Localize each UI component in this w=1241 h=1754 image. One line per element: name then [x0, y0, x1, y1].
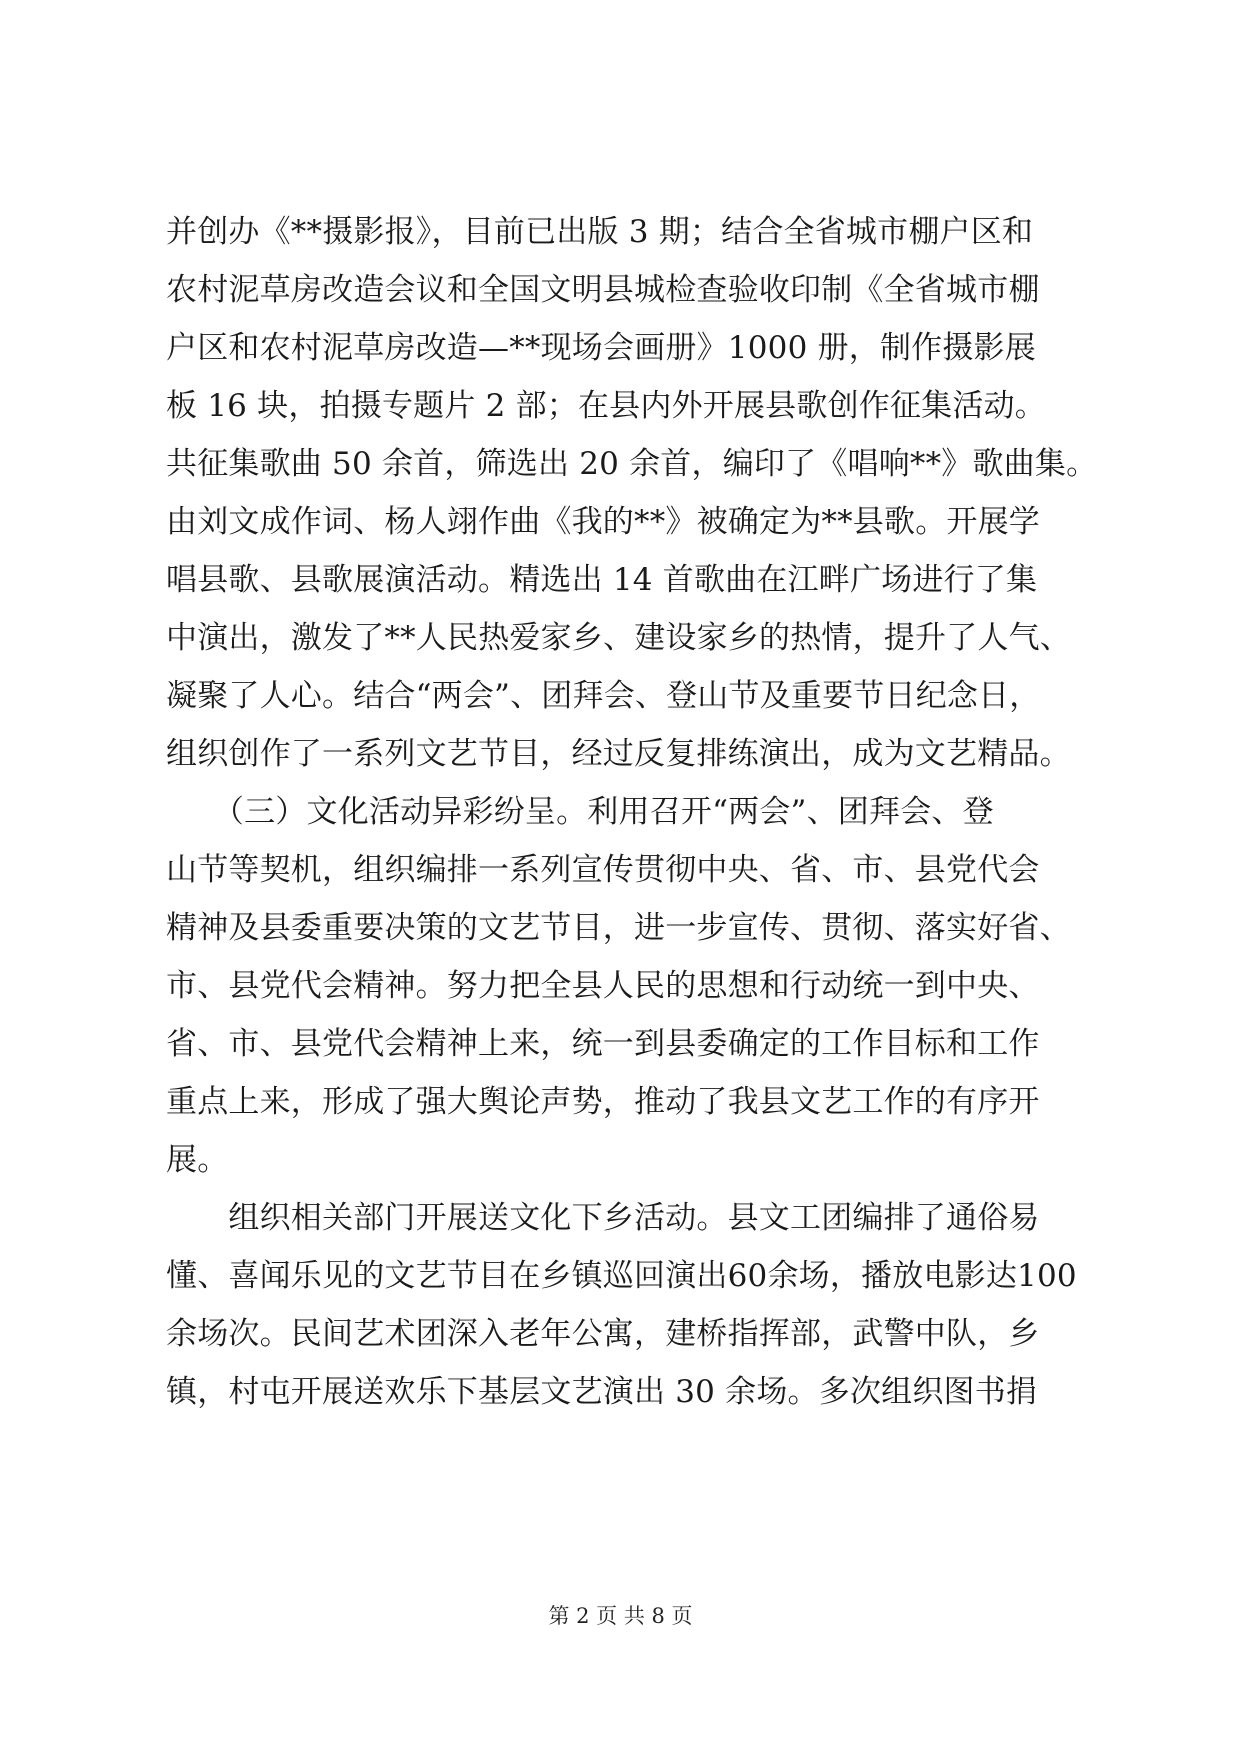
text-line: 板 16 块，拍摄专题片 2 部；在县内外开展县歌创作征集活动。 [166, 388, 1046, 424]
text-line: 并创办《**摄影报》，目前已出版 3 期；结合全省城市棚户区和 [166, 214, 1034, 250]
text-line: 共征集歌曲 50 余首，筛选出 20 余首，编印了《唱响**》歌曲集。 [166, 446, 1098, 482]
text-line: 余场次。民间艺术团深入老年公寓，建桥指挥部，武警中队，乡 [166, 1316, 1040, 1352]
text-line: 镇，村屯开展送欢乐下基层文艺演出 30 余场。多次组织图书捐 [166, 1374, 1038, 1410]
text-line: 户区和农村泥草房改造—**现场会画册》1000 册，制作摄影展 [166, 330, 1036, 366]
text-line: 省、市、县党代会精神上来，统一到县委确定的工作目标和工作 [166, 1026, 1040, 1062]
text-line: 凝聚了人心。结合“两会”、团拜会、登山节及重要节日纪念日， [166, 678, 1041, 714]
text-line: 市、县党代会精神。努力把全县人民的思想和行动统一到中央、 [166, 968, 1040, 1004]
text-line: 精神及县委重要决策的文艺节目，进一步宣传、贯彻、落实好省、 [166, 910, 1071, 946]
text-line: 懂、喜闻乐见的文艺节目在乡镇巡回演出60余场，播放电影达100 [166, 1258, 1077, 1294]
text-line: 由刘文成作词、杨人翊作曲《我的**》被确定为**县歌。开展学 [166, 504, 1040, 540]
text-line: 组织创作了一系列文艺节目，经过反复排练演出，成为文艺精品。 [166, 736, 1071, 772]
page-number-footer: 第 2 页 共 8 页 [548, 1604, 693, 1628]
text-line: 唱县歌、县歌展演活动。精选出 14 首歌曲在江畔广场进行了集 [166, 562, 1038, 598]
text-line: （三）文化活动异彩纷呈。利用召开“两会”、团拜会、登 [166, 794, 994, 830]
text-line: 中演出，激发了**人民热爱家乡、建设家乡的热情，提升了人气、 [166, 620, 1071, 656]
text-line: 重点上来，形成了强大舆论声势，推动了我县文艺工作的有序开 [166, 1084, 1040, 1120]
text-line: 山节等契机，组织编排一系列宣传贯彻中央、省、市、县党代会 [166, 852, 1040, 888]
text-line: 组织相关部门开展送文化下乡活动。县文工团编排了通俗易 [166, 1200, 1040, 1236]
text-line: 农村泥草房改造会议和全国文明县城检查验收印制《全省城市棚 [166, 272, 1040, 308]
text-line: 展。 [166, 1142, 229, 1178]
